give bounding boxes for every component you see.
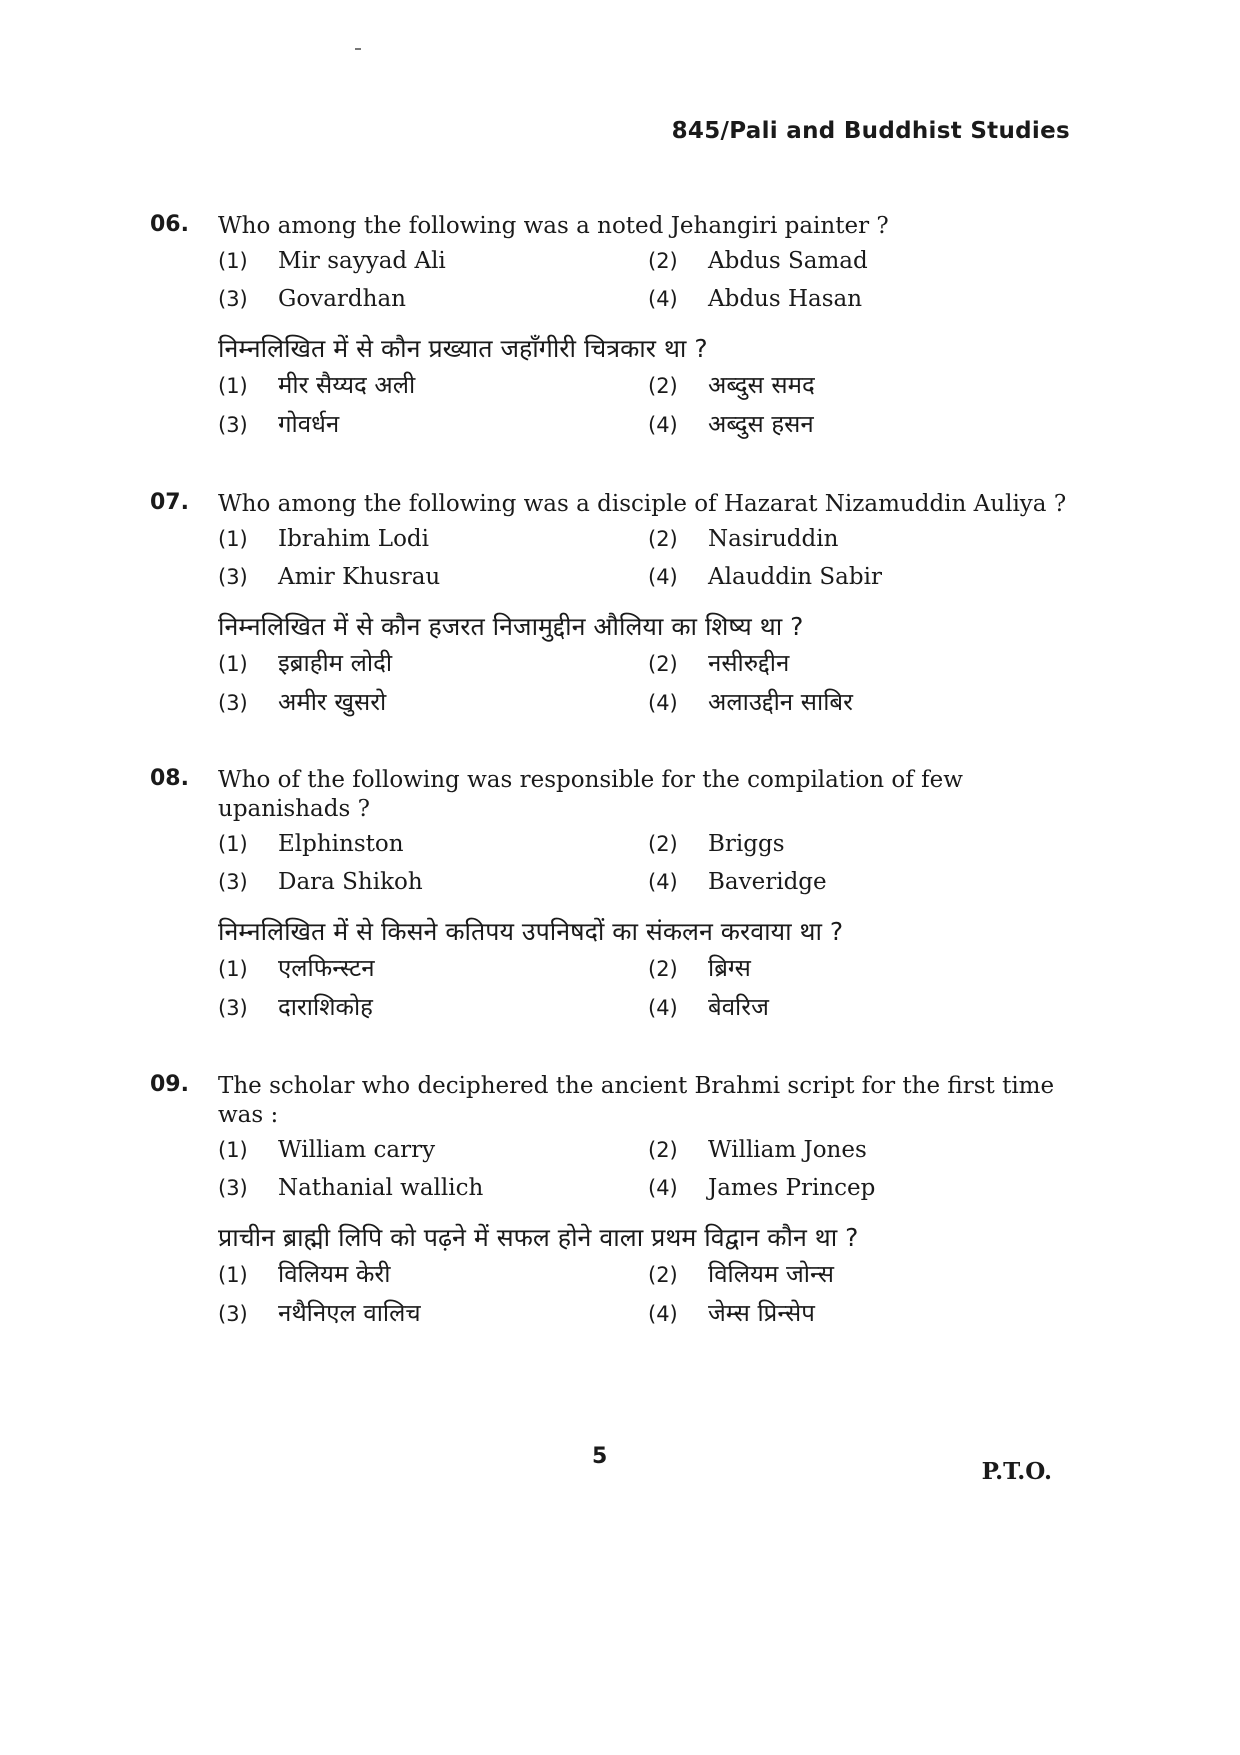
option-number: (4) [648, 691, 678, 715]
options-hi [218, 952, 1080, 1024]
option-text: Nathanial wallich [278, 1175, 484, 1201]
question-text-hi: निम्नलिखित में से कौन प्रख्यात जहाँगीरी चित्रकार था ? [218, 334, 708, 363]
option-text: William Jones [708, 1137, 867, 1163]
option-number: (1) [218, 374, 248, 398]
option-number: (2) [648, 957, 678, 981]
option-4 [648, 991, 1078, 1024]
option-number: (2) [648, 527, 678, 551]
option-number: (2) [648, 374, 678, 398]
option-text: विलियम जोन्स [708, 1260, 834, 1288]
question-text-en: The scholar who deciphered the ancient Brahmi script for the first time was : [218, 1073, 1055, 1128]
option-number: (1) [218, 652, 248, 676]
option-4 [648, 561, 1078, 593]
option-text: Ibrahim Lodi [278, 526, 430, 552]
option-3 [218, 561, 648, 593]
option-3 [218, 991, 648, 1024]
option-number: (4) [648, 1176, 678, 1200]
question-06 [150, 212, 1080, 441]
option-4 [648, 408, 1078, 441]
option-number: (3) [218, 1302, 248, 1326]
option-number: (2) [648, 1263, 678, 1287]
option-2 [648, 369, 1078, 402]
option-number: (3) [218, 870, 248, 894]
option-4 [648, 686, 1078, 719]
option-text: जेम्स प्रिन्सेप [708, 1299, 815, 1327]
option-number: (4) [648, 996, 678, 1020]
option-text: विलियम केरी [278, 1260, 391, 1288]
question-text-en: Who among the following was a noted Jehangiri painter ? [218, 213, 889, 239]
option-number: (3) [218, 691, 248, 715]
option-number: (4) [648, 287, 678, 311]
option-2 [648, 828, 1078, 860]
option-1 [218, 1134, 648, 1166]
option-1 [218, 369, 648, 402]
question-number: 06. [150, 212, 189, 237]
question-08 [150, 766, 1080, 1024]
option-number: (4) [648, 870, 678, 894]
option-text: नसीरुद्दीन [708, 649, 790, 677]
option-number: (2) [648, 1138, 678, 1162]
option-number: (2) [648, 249, 678, 273]
option-number: (2) [648, 652, 678, 676]
question-07 [150, 490, 1080, 719]
option-text: एलफिन्स्टन [278, 954, 375, 982]
option-text: गोवर्धन [278, 410, 340, 438]
options-en [218, 523, 1080, 593]
option-1 [218, 828, 648, 860]
option-text: Alauddin Sabir [708, 564, 882, 590]
option-3 [218, 866, 648, 898]
option-text: अलाउद्दीन साबिर [708, 688, 853, 716]
option-2 [648, 523, 1078, 555]
option-4 [648, 866, 1078, 898]
option-number: (3) [218, 413, 248, 437]
option-4 [648, 1297, 1078, 1330]
option-text: Nasiruddin [708, 526, 839, 552]
option-text: Abdus Hasan [708, 286, 863, 312]
options-hi [218, 1258, 1080, 1330]
option-1 [218, 647, 648, 680]
option-text: Abdus Samad [708, 248, 868, 274]
option-2 [648, 647, 1078, 680]
paper-header: 845/Pali and Buddhist Studies [671, 118, 1070, 144]
scan-speck [355, 48, 361, 50]
option-text: Briggs [708, 831, 785, 857]
option-number: (4) [648, 413, 678, 437]
option-text: Govardhan [278, 286, 406, 312]
question-number: 07. [150, 490, 189, 515]
option-2 [648, 952, 1078, 985]
option-1 [218, 952, 648, 985]
option-text: ब्रिग्स [708, 954, 751, 982]
option-text: William carry [278, 1137, 436, 1163]
option-number: (1) [218, 527, 248, 551]
option-number: (3) [218, 565, 248, 589]
question-number: 09. [150, 1072, 189, 1097]
options-hi [218, 369, 1080, 441]
option-number: (1) [218, 249, 248, 273]
option-text: Dara Shikoh [278, 869, 423, 895]
option-number: (1) [218, 1263, 248, 1287]
option-number: (1) [218, 957, 248, 981]
option-text: इब्राहीम लोदी [278, 649, 393, 677]
page-number: 5 [592, 1444, 608, 1469]
option-text: Amir Khusrau [278, 564, 441, 590]
options-en [218, 828, 1080, 898]
option-text: Baveridge [708, 869, 827, 895]
option-number: (4) [648, 565, 678, 589]
option-2 [648, 1134, 1078, 1166]
option-number: (1) [218, 832, 248, 856]
option-3 [218, 408, 648, 441]
options-en [218, 245, 1080, 315]
option-number: (3) [218, 1176, 248, 1200]
option-4 [648, 1172, 1078, 1204]
option-text: दाराशिकोह [278, 993, 373, 1021]
option-3 [218, 1172, 648, 1204]
option-1 [218, 523, 648, 555]
options-en [218, 1134, 1080, 1204]
pto-label: P.T.O. [981, 1458, 1052, 1485]
option-number: (3) [218, 996, 248, 1020]
option-text: बेवरिज [708, 993, 769, 1021]
option-3 [218, 1297, 648, 1330]
question-text-en: Who of the following was responsible for the compilation of few upanishads ? [218, 767, 963, 822]
option-text: अब्दुस हसन [708, 410, 814, 438]
option-2 [648, 245, 1078, 277]
option-1 [218, 1258, 648, 1291]
option-text: अमीर खुसरो [278, 688, 387, 716]
option-number: (2) [648, 832, 678, 856]
option-4 [648, 283, 1078, 315]
question-text-hi: निम्नलिखित में से कौन हजरत निजामुद्दीन औलिया का शिष्य था ? [218, 612, 804, 641]
option-number: (3) [218, 287, 248, 311]
question-number: 08. [150, 766, 189, 791]
option-text: James Princep [708, 1175, 876, 1201]
question-text-hi: प्राचीन ब्राह्मी लिपि को पढ़ने में सफल होने वाला प्रथम विद्वान कौन था ? [218, 1223, 859, 1252]
option-1 [218, 245, 648, 277]
question-text-hi: निम्नलिखित में से किसने कतिपय उपनिषदों का संकलन करवाया था ? [218, 917, 844, 946]
option-text: Elphinston [278, 831, 404, 857]
option-number: (1) [218, 1138, 248, 1162]
option-3 [218, 283, 648, 315]
option-text: अब्दुस समद [708, 371, 815, 399]
option-text: नथैनिएल वालिच [278, 1299, 421, 1327]
question-text-en: Who among the following was a disciple of Hazarat Nizamuddin Auliya ? [218, 491, 1067, 517]
option-text: मीर सैय्यद अली [278, 371, 416, 399]
option-3 [218, 686, 648, 719]
question-09 [150, 1072, 1080, 1330]
option-text: Mir sayyad Ali [278, 248, 446, 274]
option-2 [648, 1258, 1078, 1291]
options-hi [218, 647, 1080, 719]
option-number: (4) [648, 1302, 678, 1326]
